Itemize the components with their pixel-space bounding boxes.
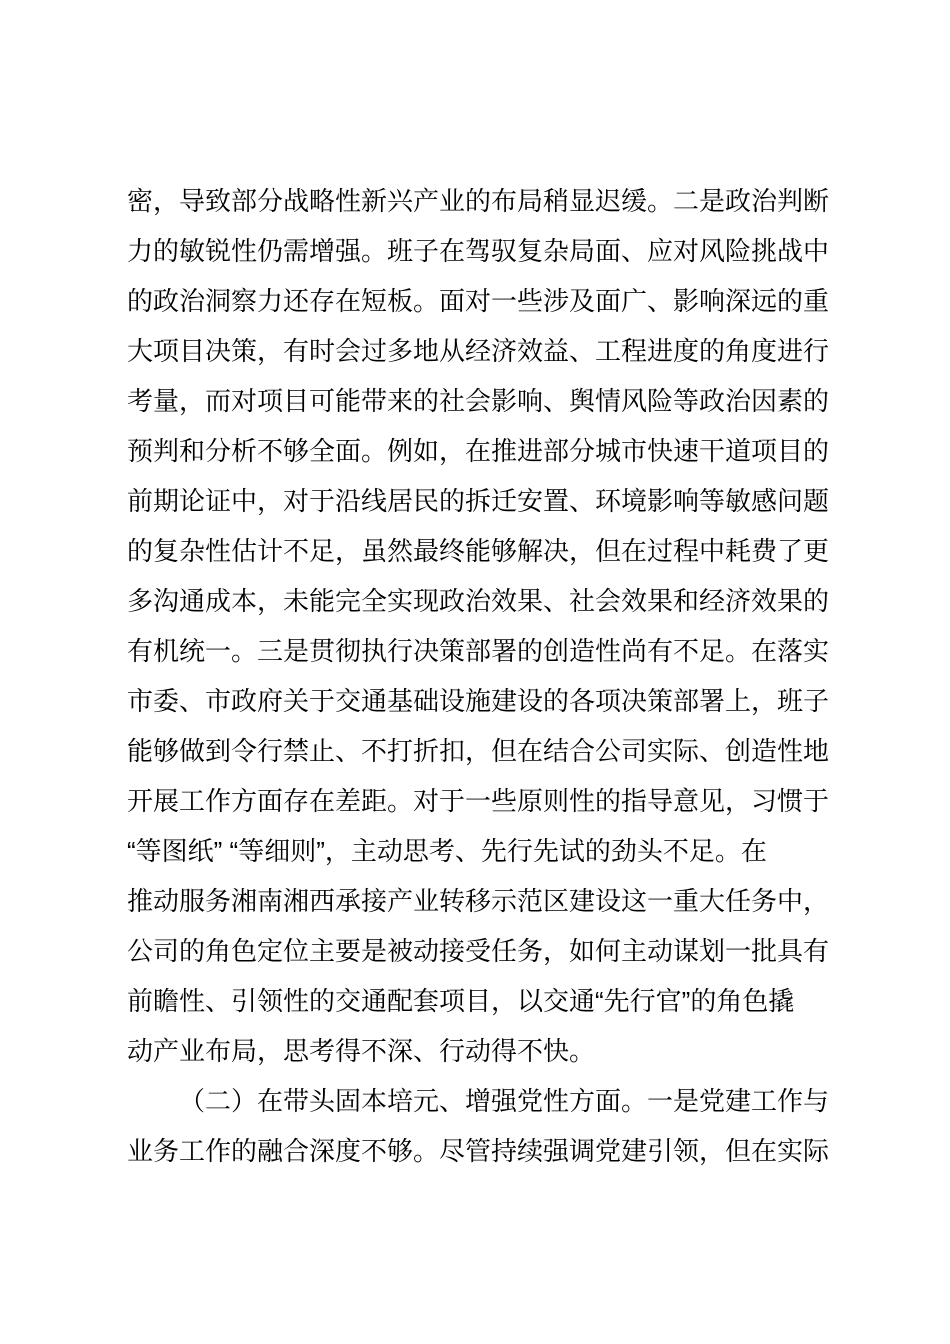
text-line: 力的敏锐性仍需增强。班子在驾驭复杂局面、应对风险挑战中 [127,236,830,266]
text-line: 能够做到令行禁止、不打折扣，但在结合公司实际、创造性地 [127,736,830,766]
text-line: 推动服务湘南湘西承接产业转移示范区建设这一重大任务中， [127,886,830,916]
document-text-block [127,176,837,1176]
text-line: 预判和分析不够全面。例如，在推进部分城市快速干道项目的 [127,436,830,466]
text-line: 动产业布局，思考得不深、行动得不快。 [127,1036,596,1066]
text-line: 考量，而对项目可能带来的社会影响、舆情风险等政治因素的 [127,386,830,416]
text-line: 开展工作方面存在差距。对于一些原则性的指导意见，习惯于 [127,786,830,816]
text-line: 前瞻性、引领性的交通配套项目，以交通“先行官”的角色撬 [127,986,795,1016]
text-line: 业务工作的融合深度不够。尽管持续强调党建引领，但在实际 [127,1136,830,1166]
text-line: 有机统一。三是贯彻执行决策部署的创造性尚有不足。在落实 [127,636,830,666]
text-line: 公司的角色定位主要是被动接受任务，如何主动谋划一批具有 [127,936,830,966]
text-line: 密，导致部分战略性新兴产业的布局稍显迟缓。二是政治判断 [127,186,830,216]
text-line: 的复杂性估计不足，虽然最终能够解决，但在过程中耗费了更 [127,536,830,566]
text-line: 市委、市政府关于交通基础设施建设的各项决策部署上，班子 [127,686,830,716]
text-line: （二）在带头固本培元、增强党性方面。一是党建工作与 [179,1086,830,1116]
paragraph [127,176,837,1076]
text-line: 前期论证中，对于沿线居民的拆迁安置、环境影响等敏感问题 [127,486,830,516]
text-line: 的政治洞察力还存在短板。面对一些涉及面广、影响深远的重 [127,286,830,316]
text-line: 大项目决策，有时会过多地从经济效益、工程进度的角度进行 [127,336,830,366]
text-line: 多沟通成本，未能完全实现政治效果、社会效果和经济效果的 [127,586,830,616]
text-line: “等图纸” “等细则”，主动思考、先行先试的劲头不足。在 [127,836,767,866]
paragraph [127,1076,837,1176]
